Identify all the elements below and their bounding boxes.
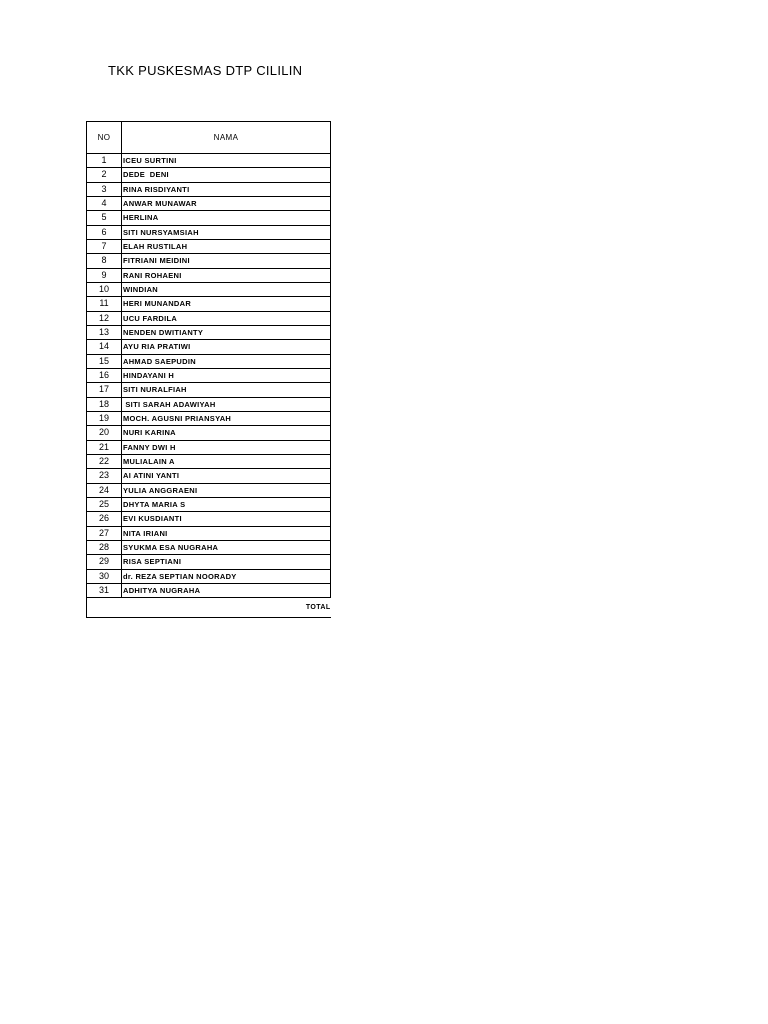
staff-name: AHMAD SAEPUDIN	[122, 354, 331, 368]
table-row	[87, 239, 331, 253]
staff-table-body	[87, 122, 331, 598]
staff-name: YULIA ANGGRAENI	[122, 483, 331, 497]
row-number: 14	[87, 340, 122, 354]
row-number: 9	[87, 268, 122, 282]
staff-name: UCU FARDILA	[122, 311, 331, 325]
table-row	[87, 526, 331, 540]
staff-name: MOCH. AGUSNI PRIANSYAH	[122, 411, 331, 425]
table-row	[87, 411, 331, 425]
total-label: TOTAL	[87, 598, 331, 618]
row-number: 17	[87, 383, 122, 397]
row-number: 31	[87, 583, 122, 597]
table-row	[87, 268, 331, 282]
table-row	[87, 311, 331, 325]
staff-name: HERLINA	[122, 211, 331, 225]
table-row	[87, 497, 331, 511]
staff-name: HERI MUNANDAR	[122, 297, 331, 311]
document-title: TKK PUSKESMAS DTP CILILIN	[108, 63, 303, 78]
header-name: NAMA	[122, 122, 331, 154]
row-number: 24	[87, 483, 122, 497]
row-number: 27	[87, 526, 122, 540]
row-number: 2	[87, 168, 122, 182]
staff-name: FANNY DWI H	[122, 440, 331, 454]
table-row	[87, 583, 331, 597]
table-row	[87, 383, 331, 397]
table-header-row	[87, 122, 331, 154]
table-row	[87, 196, 331, 210]
table-row	[87, 540, 331, 554]
staff-name: ADHITYA NUGRAHA	[122, 583, 331, 597]
table-row	[87, 182, 331, 196]
staff-name: RISA SEPTIANI	[122, 555, 331, 569]
row-number: 18	[87, 397, 122, 411]
table-row	[87, 225, 331, 239]
staff-name: EVI KUSDIANTI	[122, 512, 331, 526]
staff-table-container	[86, 121, 330, 618]
row-number: 26	[87, 512, 122, 526]
staff-name: HINDAYANI H	[122, 368, 331, 382]
table-row	[87, 483, 331, 497]
staff-name: ICEU SURTINI	[122, 154, 331, 168]
staff-name: SITI SARAH ADAWIYAH	[122, 397, 331, 411]
row-number: 8	[87, 254, 122, 268]
table-row	[87, 512, 331, 526]
row-number: 25	[87, 497, 122, 511]
table-row	[87, 426, 331, 440]
staff-name: RANI ROHAENI	[122, 268, 331, 282]
table-row	[87, 340, 331, 354]
table-row	[87, 211, 331, 225]
staff-name: FITRIANI MEIDINI	[122, 254, 331, 268]
staff-name: NURI KARINA	[122, 426, 331, 440]
staff-name: NITA IRIANI	[122, 526, 331, 540]
staff-name: ELAH RUSTILAH	[122, 239, 331, 253]
staff-name: NENDEN DWITIANTY	[122, 325, 331, 339]
table-row	[87, 454, 331, 468]
row-number: 3	[87, 182, 122, 196]
table-row	[87, 297, 331, 311]
row-number: 12	[87, 311, 122, 325]
table-row	[87, 168, 331, 182]
staff-name: SYUKMA ESA NUGRAHA	[122, 540, 331, 554]
table-row	[87, 569, 331, 583]
row-number: 5	[87, 211, 122, 225]
staff-name: AI ATINI YANTI	[122, 469, 331, 483]
row-number: 13	[87, 325, 122, 339]
table-row	[87, 555, 331, 569]
total-row	[87, 598, 331, 618]
staff-name: MULIALAIN A	[122, 454, 331, 468]
row-number: 21	[87, 440, 122, 454]
table-row	[87, 368, 331, 382]
staff-name: SITI NURALFIAH	[122, 383, 331, 397]
row-number: 22	[87, 454, 122, 468]
staff-table	[86, 121, 331, 618]
row-number: 19	[87, 411, 122, 425]
row-number: 29	[87, 555, 122, 569]
staff-name: ANWAR MUNAWAR	[122, 196, 331, 210]
staff-name: RINA RISDIYANTI	[122, 182, 331, 196]
row-number: 4	[87, 196, 122, 210]
row-number: 1	[87, 154, 122, 168]
table-row	[87, 154, 331, 168]
staff-name: WINDIAN	[122, 282, 331, 296]
staff-name: DHYTA MARIA S	[122, 497, 331, 511]
row-number: 30	[87, 569, 122, 583]
table-row	[87, 440, 331, 454]
staff-name: dr. REZA SEPTIAN NOORADY	[122, 569, 331, 583]
row-number: 7	[87, 239, 122, 253]
row-number: 15	[87, 354, 122, 368]
table-row	[87, 354, 331, 368]
row-number: 23	[87, 469, 122, 483]
row-number: 28	[87, 540, 122, 554]
staff-name: SITI NURSYAMSIAH	[122, 225, 331, 239]
table-row	[87, 397, 331, 411]
staff-name: AYU RIA PRATIWI	[122, 340, 331, 354]
staff-name: DEDE DENI	[122, 168, 331, 182]
row-number: 20	[87, 426, 122, 440]
row-number: 11	[87, 297, 122, 311]
table-row	[87, 469, 331, 483]
row-number: 16	[87, 368, 122, 382]
header-no: NO	[87, 122, 122, 154]
table-row	[87, 325, 331, 339]
table-row	[87, 282, 331, 296]
table-row	[87, 254, 331, 268]
row-number: 6	[87, 225, 122, 239]
row-number: 10	[87, 282, 122, 296]
